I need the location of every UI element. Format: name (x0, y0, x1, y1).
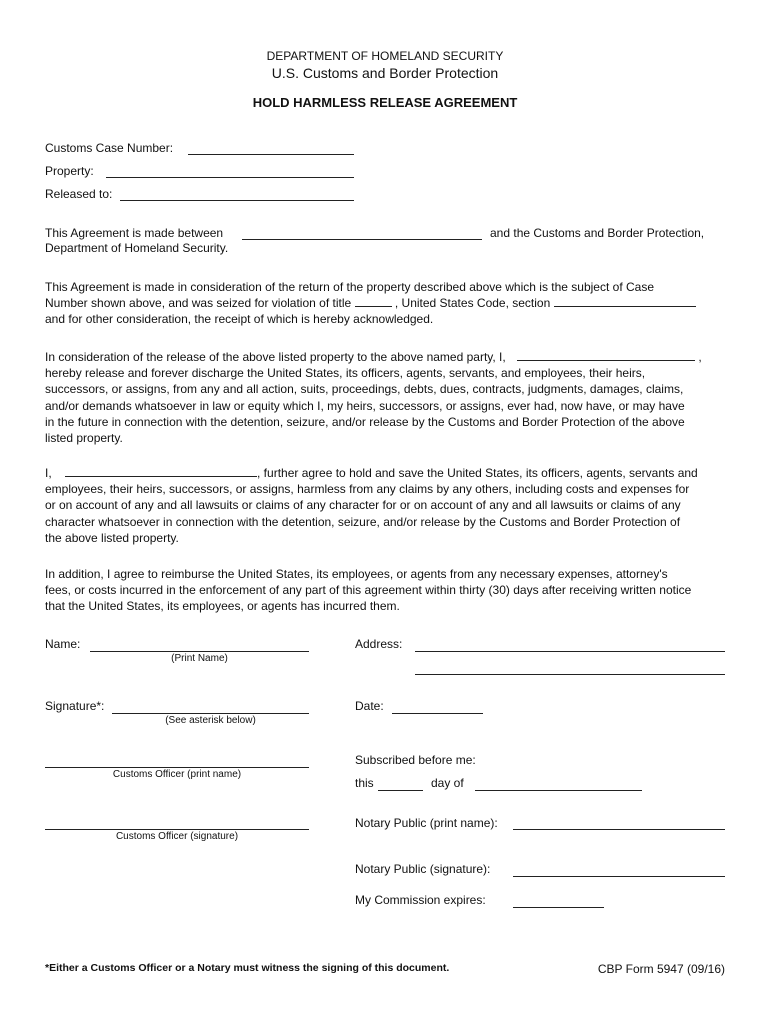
reimburse-line: fees, or costs incurred in the enforcement of any part of this agreement within thirty (30) days after receiving written notice (45, 583, 692, 598)
commission-label: My Commission expires: (355, 893, 486, 907)
officer-signature-caption: Customs Officer (signature) (115, 831, 239, 842)
case-number-field[interactable] (188, 154, 354, 155)
reimburse-line: In addition, I agree to reimburse the United States, its employees, or agents from any necessary expenses, attorney's (45, 567, 668, 581)
address-field-line1[interactable] (415, 651, 725, 652)
agreement-between-start: This Agreement is made between (45, 226, 224, 240)
release-text: , (698, 350, 702, 364)
agreeing-party-field[interactable] (65, 465, 257, 477)
section-field[interactable] (554, 295, 696, 307)
date-label: Date: (355, 699, 384, 713)
agreement-between-line2: Department of Homeland Security. (45, 241, 229, 255)
consideration-text: Number shown above, and was seized for violation of title (45, 296, 352, 311)
release-line: listed property. (45, 431, 123, 446)
month-year-field[interactable] (475, 790, 642, 791)
release-line: successors, or assigns, from any and all action, suits, proceedings, debts, dues, contracts, judgments, damages, claims, (45, 382, 684, 397)
see-asterisk-caption: (See asterisk below) (165, 715, 256, 726)
day-of-label: day of (431, 776, 464, 790)
form-title: HOLD HARMLESS RELEASE AGREEMENT (252, 95, 518, 110)
notary-print-field[interactable] (513, 829, 725, 830)
department-heading: DEPARTMENT OF HOMELAND SECURITY (266, 49, 504, 63)
day-field[interactable] (378, 790, 423, 791)
officer-print-name-field[interactable] (45, 767, 309, 768)
hold-harmless-line: employees, their heirs, successors, or assigns, harmless from any claims by any others, including costs and expenses for (45, 482, 690, 497)
address-label: Address: (355, 637, 403, 651)
released-to-field[interactable] (120, 200, 354, 201)
released-to-label: Released to: (45, 187, 113, 201)
release-line: hereby release and forever discharge the United States, its officers, agents, servants, and employees, their heirs, (45, 366, 646, 381)
property-field[interactable] (106, 177, 354, 178)
notary-signature-label: Notary Public (signature): (355, 862, 491, 876)
hold-harmless-text: , further agree to hold and save the United States, its officers, agents, servants and (257, 466, 698, 480)
release-text: In consideration of the release of the above listed property to the above named party, I, (45, 350, 506, 364)
consideration-line: and for other consideration, the receipt of which is hereby acknowledged. (45, 312, 434, 327)
witness-note: *Either a Customs Officer or a Notary must witness the signing of this document. (45, 962, 450, 974)
release-line: and/or demands whatsoever in law or equity which I, my heirs, successors, or assigns, ever had, now have, or may have (45, 398, 685, 413)
agreement-between-end: and the Customs and Border Protection, (490, 226, 705, 240)
form-id: CBP Form 5947 (09/16) (597, 962, 725, 976)
print-name-caption: (Print Name) (171, 653, 228, 664)
date-field[interactable] (392, 713, 483, 714)
hold-harmless-line: character whatsoever in connection with the detention, seizure, and/or release by the Customs and Border Protection of (45, 514, 681, 529)
consideration-line (45, 295, 725, 311)
officer-print-caption: Customs Officer (print name) (112, 769, 242, 780)
hold-harmless-line: the above listed property. (45, 530, 179, 545)
signature-field[interactable] (112, 713, 309, 714)
release-paragraph (45, 349, 725, 446)
reimburse-paragraph (45, 566, 725, 615)
name-label: Name: (45, 637, 81, 651)
hold-harmless-line (45, 465, 725, 481)
address-field-line2[interactable] (415, 674, 725, 675)
hold-harmless-paragraph (45, 465, 725, 546)
property-label: Property: (45, 164, 94, 178)
officer-signature-field[interactable] (45, 829, 309, 830)
release-line (45, 349, 725, 365)
consideration-line: This Agreement is made in consideration of the return of the property described above which is the subject of Case (45, 280, 654, 294)
signature-label: Signature*: (45, 699, 105, 713)
hold-harmless-line: or on account of any and all lawsuits or claims of any character for or on account of any and all lawsuits or claims of any (45, 498, 681, 513)
name-field[interactable] (90, 651, 309, 652)
title-field[interactable] (355, 295, 392, 307)
commission-field[interactable] (513, 907, 604, 908)
notary-signature-field[interactable] (513, 876, 725, 877)
consideration-paragraph (45, 279, 725, 328)
agency-heading: U.S. Customs and Border Protection (271, 65, 499, 81)
hold-harmless-text: I, (45, 466, 52, 480)
notary-print-label: Notary Public (print name): (355, 816, 498, 830)
subscribed-label: Subscribed before me: (355, 753, 476, 767)
reimburse-line: that the United States, its employees, or agents has incurred them. (45, 599, 400, 614)
case-number-label: Customs Case Number: (45, 141, 174, 155)
this-label: this (355, 776, 374, 790)
consideration-text: , United States Code, section (394, 296, 551, 311)
release-line: in the future in connection with the detention, seizure, and/or release by the Customs and Border Protection of the above (45, 414, 685, 429)
agreement-party-field[interactable] (242, 239, 482, 240)
releasor-name-field[interactable] (517, 349, 695, 361)
